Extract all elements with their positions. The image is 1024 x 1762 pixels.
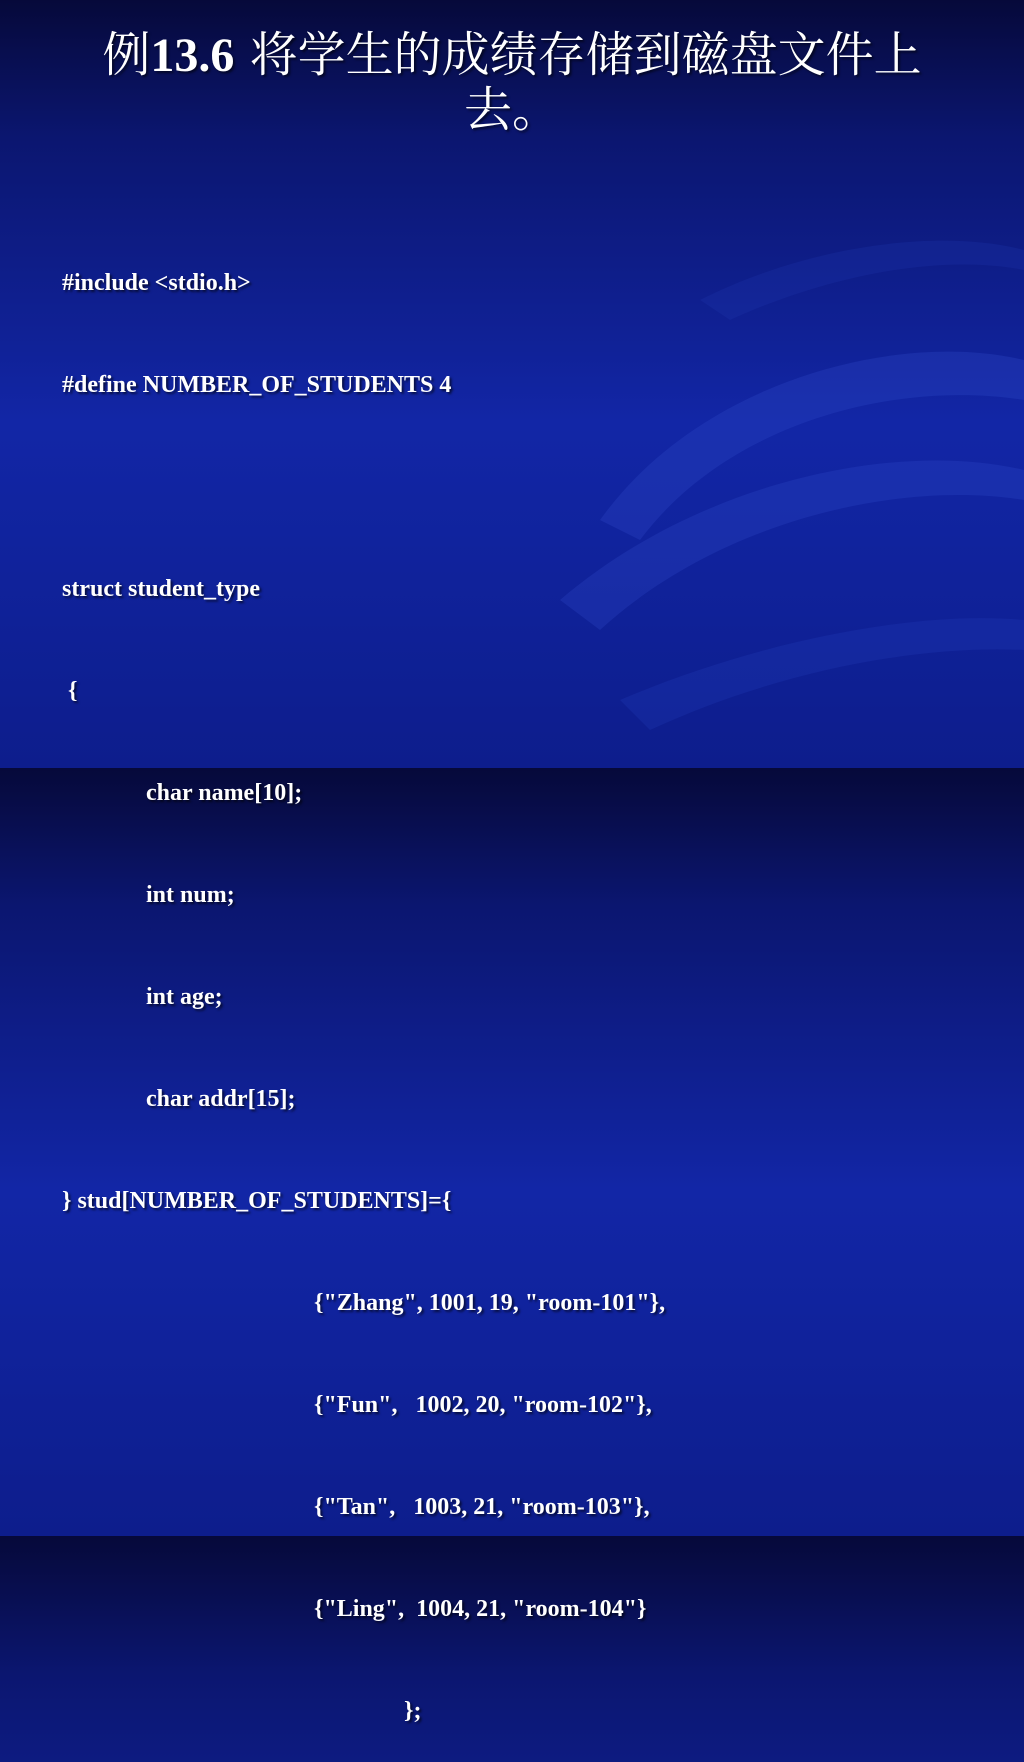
code-line [62, 470, 665, 504]
code-line: #include <stdio.h> [62, 270, 251, 296]
code-line: char name[10]; [62, 780, 303, 806]
title-prefix: 例 [102, 27, 151, 83]
slide-title [60, 28, 964, 137]
code-line: {"Fun", 1002, 20, "room-102"}, [62, 1392, 652, 1418]
code-line: struct student_type [62, 576, 260, 602]
title-text-line2: 去。 [463, 82, 560, 138]
code-line: int num; [62, 882, 235, 908]
title-text-line1: 将学生的成绩存储到磁盘文件上 [234, 27, 922, 83]
example-number: 13.6 [150, 29, 235, 82]
code-line: } stud[NUMBER_OF_STUDENTS]={ [62, 1188, 452, 1214]
code-line: {"Zhang", 1001, 19, "room-101"}, [62, 1290, 666, 1316]
code-block [62, 198, 665, 1762]
code-line: int age; [62, 984, 223, 1010]
code-line: #define NUMBER_OF_STUDENTS 4 [62, 372, 452, 398]
code-line: {"Tan", 1003, 21, "room-103"}, [62, 1494, 650, 1520]
code-line: char addr[15]; [62, 1086, 296, 1112]
code-line: {"Ling", 1004, 21, "room-104"} [62, 1596, 647, 1622]
code-line: }; [62, 1698, 422, 1724]
code-line: { [62, 678, 78, 704]
